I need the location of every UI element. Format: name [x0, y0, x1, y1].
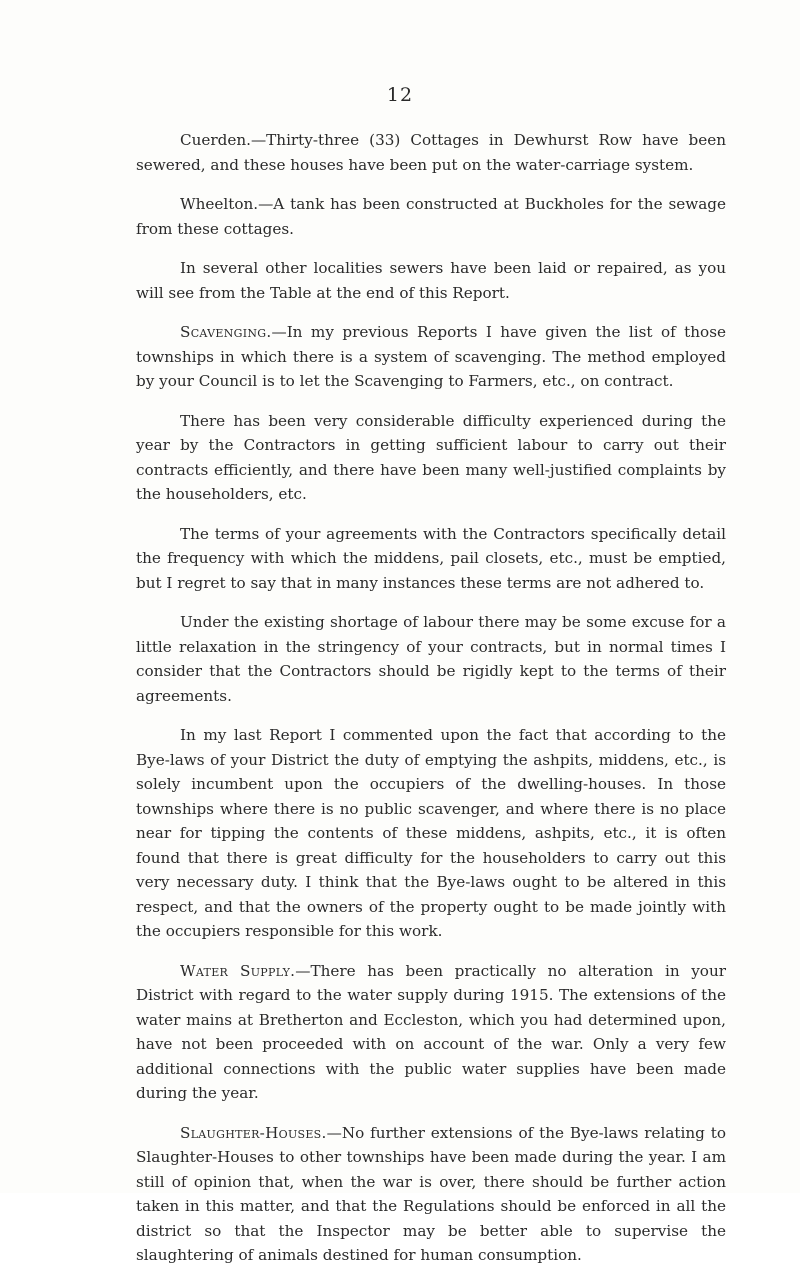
paragraph-text: In several other localities sewers have been laid or repaired, as you will see from the Table at the end of this Report.	[136, 259, 726, 302]
paragraph-text: The terms of your agreements with the Contractors specifically detail the frequency with which the middens, pail closets, etc., must be emptied, but I regret to say that in many instances these terms are not adhered to.	[136, 524, 726, 592]
paragraph-agreement-terms	[136, 522, 726, 596]
paragraph-other-localities	[136, 256, 726, 305]
paragraph-water-supply	[136, 959, 726, 1106]
paragraph-text: Wheelton.—A tank has been constructed at Buckholes for the sewage from these cottages.	[136, 195, 726, 238]
paragraph-text: In my last Report I commented upon the fact that according to the Bye-laws of your District the duty of emptying the ashpits, middens, etc., is solely incumbent upon the occupiers of the dwelling-houses. In those townships where there is no public scavenger, and where there is no place near for tipping the contents of these middens, ashpits, etc., it is often found that there is great difficulty for the householders to carry out this very necessary duty. I think that the Bye-laws ought to be altered in this respect, and that the owners of the property ought to be made jointly with the occupiers responsible for this work.	[136, 726, 726, 940]
paragraph-text: —In my previous Reports I have given the list of those townships in which there is a system of scavenging. The method employed by your Council is to let the Scavenging to Farmers, etc., on contract.	[136, 323, 726, 390]
paragraph-text: Cuerden.—Thirty-three (33) Cottages in Dewhurst Row have been sewered, and these houses have been put on the water-carriage system.	[136, 131, 726, 174]
paragraph-cuerden	[136, 128, 726, 177]
paragraph-bye-laws	[136, 723, 726, 944]
paragraph-text: There has been very considerable difficulty experienced during the year by the Contractors in getting sufficient labour to carry out their contracts efficiently, and there have been many well-justified complaints by the householders, etc.	[136, 411, 726, 503]
paragraph-text: Under the existing shortage of labour there may be some excuse for a little relaxation in the stringency of your contracts, but in normal times I consider that the Contractors should be rigidly kept to the terms of their agreements.	[136, 613, 726, 705]
section-heading-water-supply: Water Supply.	[180, 961, 296, 980]
paragraph-labour-difficulty	[136, 409, 726, 507]
paragraph-text: —There has been practically no alteration in your District with regard to the water supply during 1915. The extensions of the water mains at Bretherton and Eccleston, which you had determined upon, have not been proceeded with on account of the war. Only a very few additional connections with the public water supplies have been made during the year.	[136, 961, 726, 1102]
body-text	[136, 128, 726, 1283]
paragraph-text: —No further extensions of the Bye-laws relating to Slaughter-Houses to other townships have been made during the year. I am still of opinion that, when the war is over, there should be further action taken in this matter, and that the Regulations should be enforced in all the district so that the Inspector may be better able to supervise the slaughtering of animals destined for human consumption.	[136, 1123, 726, 1264]
paragraph-labour-shortage	[136, 610, 726, 708]
paragraph-wheelton	[136, 192, 726, 241]
paragraph-slaughter-houses	[136, 1121, 726, 1268]
section-heading-scavenging: Scavenging.	[180, 323, 272, 341]
page-number: 12	[386, 84, 414, 106]
section-heading-slaughter-houses: Slaughter-Houses.	[180, 1123, 327, 1142]
paragraph-scavenging	[136, 320, 726, 394]
